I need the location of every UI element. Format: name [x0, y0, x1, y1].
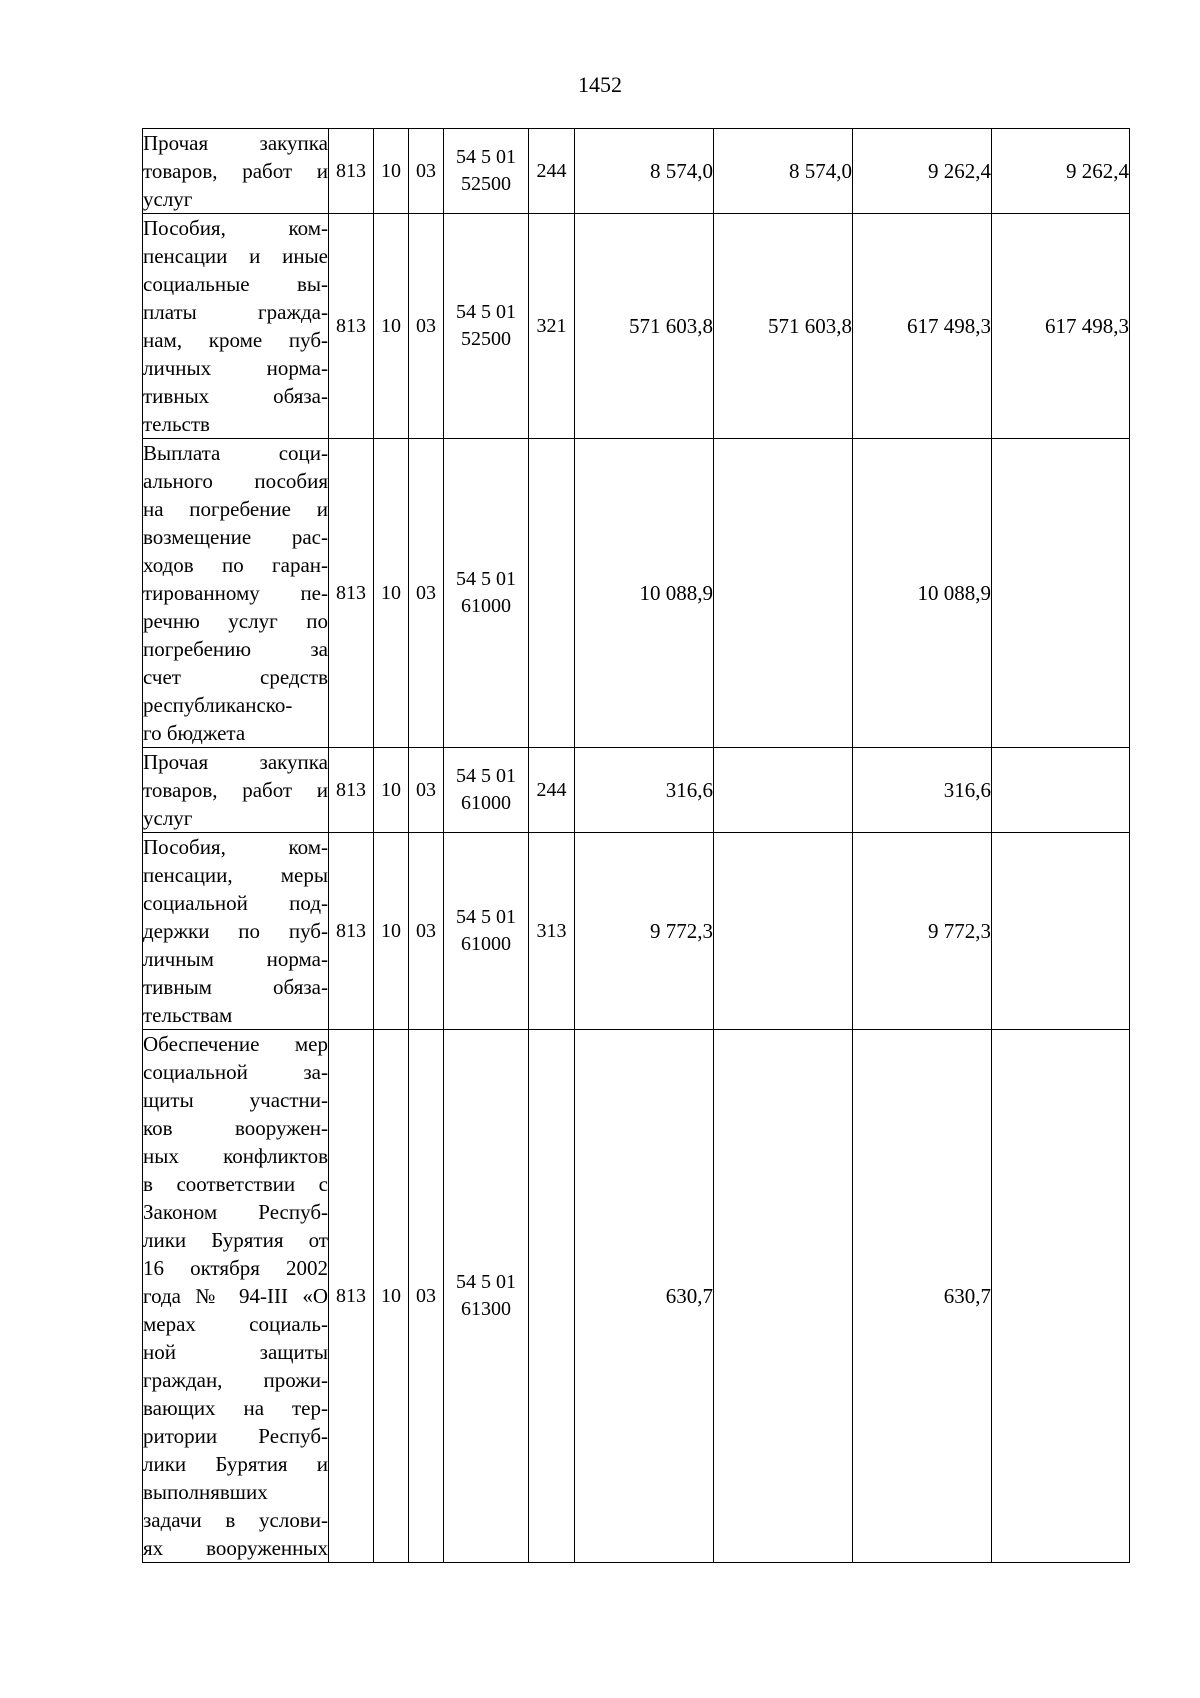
table-row	[143, 439, 1130, 748]
section-code: 10	[374, 833, 409, 1030]
description-line: нам, кроме пуб-	[143, 328, 328, 352]
target-article-code	[444, 439, 529, 748]
subsection-code: 03	[409, 214, 444, 439]
description-line: тированному пе-	[143, 581, 328, 605]
target-article-code	[444, 833, 529, 1030]
expense-type-code	[529, 439, 575, 748]
row-description	[143, 1030, 329, 1563]
target-code-part: 61000	[461, 595, 511, 617]
ministry-code: 813	[329, 129, 374, 214]
description-line: ального пособия	[143, 469, 328, 493]
row-description	[143, 439, 329, 748]
description-line: ной защиты	[143, 1340, 328, 1364]
description-line: тельствам	[143, 1003, 233, 1027]
description-line: личным норма-	[143, 947, 328, 971]
amount-3: 10 088,9	[853, 439, 992, 748]
subsection-code: 03	[409, 439, 444, 748]
amount-4	[992, 748, 1130, 833]
amount-3: 9 772,3	[853, 833, 992, 1030]
table-row	[143, 129, 1130, 214]
amount-1: 10 088,9	[575, 439, 714, 748]
page-number: 1452	[578, 72, 622, 97]
target-code-part: 61000	[461, 933, 511, 955]
description-line: 16 октября 2002	[143, 1256, 328, 1280]
amount-3: 617 498,3	[853, 214, 992, 439]
description-line: ков вооружен-	[143, 1116, 328, 1140]
amount-2	[714, 439, 853, 748]
target-article-code	[444, 129, 529, 214]
description-line: Законом Респуб-	[143, 1200, 328, 1224]
amount-1: 571 603,8	[575, 214, 714, 439]
subsection-code: 03	[409, 833, 444, 1030]
description-line: мерах социаль-	[143, 1312, 328, 1336]
description-line: граждан, прожи-	[143, 1368, 328, 1392]
amount-2	[714, 748, 853, 833]
target-code-part: 52500	[461, 328, 511, 350]
section-code: 10	[374, 439, 409, 748]
amount-2	[714, 1030, 853, 1563]
amount-1: 316,6	[575, 748, 714, 833]
description-line: социальные вы-	[143, 272, 328, 296]
description-line: на погребение и	[143, 497, 328, 521]
amount-4	[992, 439, 1130, 748]
subsection-code: 03	[409, 748, 444, 833]
target-code-part: 54 5 01	[456, 765, 516, 787]
subsection-code: 03	[409, 1030, 444, 1563]
expense-type-code: 244	[529, 129, 575, 214]
description-line: товаров, работ и	[143, 159, 328, 183]
target-code-part: 61300	[461, 1298, 511, 1320]
description-line: в соответствии с	[143, 1172, 328, 1196]
description-line: социальной за-	[143, 1060, 328, 1084]
description-line: вающих на тер-	[143, 1396, 328, 1420]
amount-2: 571 603,8	[714, 214, 853, 439]
ministry-code: 813	[329, 1030, 374, 1563]
section-code: 10	[374, 214, 409, 439]
section-code: 10	[374, 129, 409, 214]
description-line: ях вооруженных	[143, 1536, 328, 1560]
amount-2	[714, 833, 853, 1030]
description-line: тельств	[143, 412, 210, 436]
target-code-part: 54 5 01	[456, 301, 516, 323]
description-line: лики Бурятия от	[143, 1228, 328, 1252]
ministry-code: 813	[329, 439, 374, 748]
description-line: го бюджета	[143, 721, 246, 745]
row-description	[143, 214, 329, 439]
target-article-code	[444, 214, 529, 439]
table-row	[143, 214, 1130, 439]
description-line: держки по пуб-	[143, 919, 328, 943]
target-code-part: 54 5 01	[456, 906, 516, 928]
description-line: товаров, работ и	[143, 778, 328, 802]
description-line: возмещение рас-	[143, 525, 328, 549]
section-code: 10	[374, 1030, 409, 1563]
section-code: 10	[374, 748, 409, 833]
description-line: выполнявших	[143, 1480, 268, 1504]
amount-1: 9 772,3	[575, 833, 714, 1030]
table-row	[143, 833, 1130, 1030]
target-article-code	[444, 748, 529, 833]
description-line: щиты участни-	[143, 1088, 328, 1112]
description-line: ных конфликтов	[143, 1144, 328, 1168]
description-line: ходов по гаран-	[143, 553, 328, 577]
amount-1: 8 574,0	[575, 129, 714, 214]
description-line: Прочая закупка	[143, 131, 328, 155]
description-line: платы гражда-	[143, 300, 328, 324]
description-line: счет средств	[143, 665, 328, 689]
description-line: ритории Респуб-	[143, 1424, 328, 1448]
expense-type-code: 321	[529, 214, 575, 439]
description-line: Выплата соци-	[143, 441, 328, 465]
budget-table	[142, 128, 1130, 1563]
amount-3: 316,6	[853, 748, 992, 833]
table-row	[143, 748, 1130, 833]
table-body	[143, 129, 1130, 1563]
row-description	[143, 748, 329, 833]
target-code-part: 54 5 01	[456, 146, 516, 168]
amount-4	[992, 1030, 1130, 1563]
subsection-code: 03	[409, 129, 444, 214]
description-line: пенсации, меры	[143, 863, 328, 887]
target-code-part: 54 5 01	[456, 1271, 516, 1293]
description-line: Пособия, ком-	[143, 216, 328, 240]
description-line: лики Бурятия и	[143, 1452, 328, 1476]
target-article-code	[444, 1030, 529, 1563]
description-line: тивных обяза-	[143, 384, 328, 408]
description-line: задачи в услови-	[143, 1508, 328, 1532]
amount-4	[992, 833, 1130, 1030]
target-code-part: 61000	[461, 792, 511, 814]
expense-type-code	[529, 1030, 575, 1563]
description-line: тивным обяза-	[143, 975, 328, 999]
amount-4: 9 262,4	[992, 129, 1130, 214]
target-code-part: 52500	[461, 173, 511, 195]
expense-type-code: 313	[529, 833, 575, 1030]
description-line: Пособия, ком-	[143, 835, 328, 859]
description-line: пенсации и иные	[143, 244, 328, 268]
row-description	[143, 129, 329, 214]
table-row	[143, 1030, 1130, 1563]
description-line: услуг	[143, 187, 193, 211]
description-line: республиканско-	[143, 693, 293, 717]
description-line: речню услуг по	[143, 609, 328, 633]
description-line: года № 94-III «О	[143, 1284, 328, 1308]
ministry-code: 813	[329, 833, 374, 1030]
description-line: социальной под-	[143, 891, 328, 915]
amount-2: 8 574,0	[714, 129, 853, 214]
expense-type-code: 244	[529, 748, 575, 833]
description-line: услуг	[143, 806, 193, 830]
ministry-code: 813	[329, 748, 374, 833]
description-line: Обеспечение мер	[143, 1032, 328, 1056]
description-line: Прочая закупка	[143, 750, 328, 774]
amount-4: 617 498,3	[992, 214, 1130, 439]
ministry-code: 813	[329, 214, 374, 439]
description-line: погребению за	[143, 637, 328, 661]
amount-3: 630,7	[853, 1030, 992, 1563]
amount-3: 9 262,4	[853, 129, 992, 214]
description-line: личных норма-	[143, 356, 328, 380]
target-code-part: 54 5 01	[456, 568, 516, 590]
amount-1: 630,7	[575, 1030, 714, 1563]
row-description	[143, 833, 329, 1030]
